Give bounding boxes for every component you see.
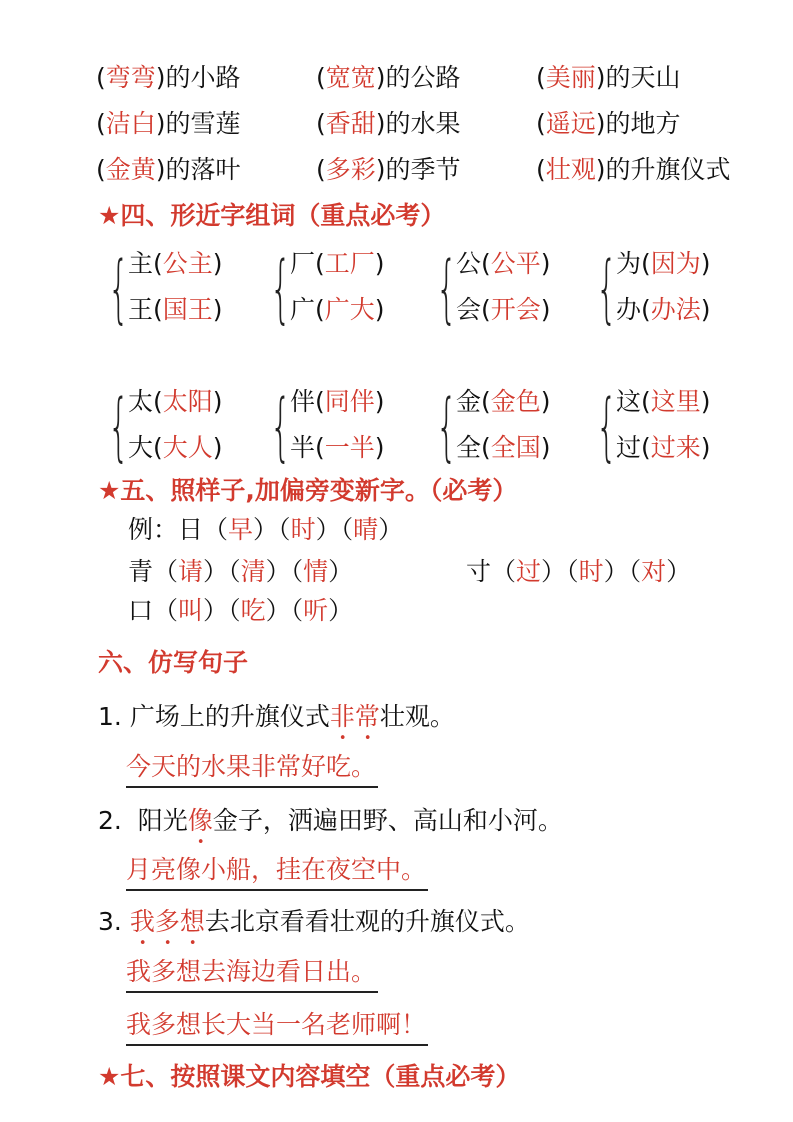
brace-icon: { bbox=[596, 246, 618, 332]
char-word-line: 公(公平) bbox=[456, 249, 551, 278]
base-char: 青 bbox=[128, 557, 154, 586]
base-char: 伴 bbox=[290, 387, 316, 416]
base-char: 太 bbox=[128, 387, 154, 416]
word-answer: 过来 bbox=[650, 433, 701, 462]
brace-icon: { bbox=[436, 246, 458, 332]
sentence-text: 阳光 bbox=[129, 806, 188, 835]
new-char: 过 bbox=[516, 557, 542, 586]
sentence-answer: 月亮像小船，挂在夜空中。 bbox=[126, 853, 428, 891]
base-char: 为 bbox=[616, 249, 642, 278]
similar-char-group bbox=[108, 246, 268, 338]
section7-title: ★七、按照课文内容填空（重点必考） bbox=[98, 1062, 521, 1091]
phrase-answer: 弯弯 bbox=[105, 63, 156, 92]
word-answer: 公主 bbox=[162, 249, 213, 278]
word-answer: 办法 bbox=[650, 295, 701, 324]
sentence-prompt bbox=[98, 804, 563, 850]
example-char: 时 bbox=[290, 515, 316, 544]
phrase-item: (美丽)的天山 bbox=[536, 63, 681, 92]
word-answer: 大人 bbox=[162, 433, 213, 462]
section6-title: 六、仿写句子 bbox=[98, 648, 249, 677]
phrase-item: (多彩)的季节 bbox=[316, 155, 461, 184]
emphasized-phrase: 我多想 bbox=[129, 907, 205, 936]
phrase-item: (金黄)的落叶 bbox=[96, 155, 241, 184]
section5-title: ★五、照样子,加偏旁变新字。（必考） bbox=[98, 476, 518, 505]
sentence-text: 壮观。 bbox=[379, 702, 455, 731]
brace-icon: { bbox=[270, 384, 292, 470]
char-word-line: 半(一半) bbox=[290, 433, 385, 462]
phrase-noun: 的雪莲 bbox=[165, 109, 241, 138]
phrase-answer: 香甜 bbox=[325, 109, 376, 138]
sentence-text: 广场上的升旗仪式 bbox=[129, 702, 330, 731]
char-word-line: 金(金色) bbox=[456, 387, 551, 416]
brace-icon: { bbox=[596, 384, 618, 470]
word-answer: 因为 bbox=[650, 249, 701, 278]
brace-icon: { bbox=[108, 246, 130, 332]
char-word-line: 王(国王) bbox=[128, 295, 223, 324]
phrase-noun: 的升旗仪式 bbox=[605, 155, 731, 184]
example-label: 例：日 bbox=[128, 515, 204, 544]
phrase-item: (洁白)的雪莲 bbox=[96, 109, 241, 138]
base-char: 寸 bbox=[466, 557, 492, 586]
char-word-line: 全(全国) bbox=[456, 433, 551, 462]
char-word-line: 为(因为) bbox=[616, 249, 711, 278]
radical-row: 青（请）（清）（情） bbox=[128, 557, 354, 586]
word-answer: 公平 bbox=[490, 249, 541, 278]
new-char: 清 bbox=[240, 557, 266, 586]
phrase-noun: 的天山 bbox=[605, 63, 681, 92]
word-answer: 这里 bbox=[650, 387, 701, 416]
example-row: 例：日（早）（时）（晴） bbox=[128, 515, 404, 544]
new-char: 叫 bbox=[178, 596, 204, 625]
similar-char-group bbox=[270, 384, 430, 476]
word-answer: 全国 bbox=[490, 433, 541, 462]
new-char: 时 bbox=[578, 557, 604, 586]
sentence-answer: 我多想长大当一名老师啊！ bbox=[126, 1008, 428, 1046]
phrase-item: (香甜)的水果 bbox=[316, 109, 461, 138]
phrase-answer: 金黄 bbox=[105, 155, 156, 184]
phrase-noun: 的季节 bbox=[385, 155, 461, 184]
char-word-line: 广(广大) bbox=[290, 295, 385, 324]
base-char: 办 bbox=[616, 295, 642, 324]
base-char: 这 bbox=[616, 387, 642, 416]
brace-icon: { bbox=[270, 246, 292, 332]
new-char: 请 bbox=[178, 557, 204, 586]
section4-title: ★四、形近字组词（重点必考） bbox=[98, 201, 446, 230]
new-char: 情 bbox=[303, 557, 329, 586]
phrase-answer: 遥远 bbox=[545, 109, 596, 138]
word-answer: 广大 bbox=[324, 295, 375, 324]
word-answer: 金色 bbox=[490, 387, 541, 416]
sentence-text: 金子，洒遍田野、高山和小河。 bbox=[212, 806, 563, 835]
phrase-noun: 的公路 bbox=[385, 63, 461, 92]
phrase-item: (宽宽)的公路 bbox=[316, 63, 461, 92]
similar-char-group bbox=[436, 246, 596, 338]
phrase-answer: 宽宽 bbox=[325, 63, 376, 92]
new-char: 吃 bbox=[240, 596, 266, 625]
item-number: 3. bbox=[98, 907, 122, 936]
phrase-item: (弯弯)的小路 bbox=[96, 63, 241, 92]
phrase-answer: 洁白 bbox=[105, 109, 156, 138]
char-word-line: 过(过来) bbox=[616, 433, 711, 462]
phrase-noun: 的落叶 bbox=[165, 155, 241, 184]
emphasized-phrase: 非常 bbox=[329, 702, 380, 731]
char-word-line: 伴(同伴) bbox=[290, 387, 385, 416]
phrase-noun: 的小路 bbox=[165, 63, 241, 92]
phrase-noun: 的地方 bbox=[605, 109, 681, 138]
char-word-line: 主(公主) bbox=[128, 249, 223, 278]
example-char: 晴 bbox=[353, 515, 379, 544]
char-word-line: 这(这里) bbox=[616, 387, 711, 416]
base-char: 厂 bbox=[290, 249, 316, 278]
base-char: 金 bbox=[456, 387, 482, 416]
word-answer: 一半 bbox=[324, 433, 375, 462]
phrase-answer: 多彩 bbox=[325, 155, 376, 184]
phrase-item: (壮观)的升旗仪式 bbox=[536, 155, 731, 184]
brace-icon: { bbox=[108, 384, 130, 470]
char-word-line: 大(大人) bbox=[128, 433, 223, 462]
sentence-prompt bbox=[98, 700, 455, 746]
phrase-noun: 的水果 bbox=[385, 109, 461, 138]
base-char: 王 bbox=[128, 295, 154, 324]
word-answer: 同伴 bbox=[324, 387, 375, 416]
emphasized-phrase: 像 bbox=[187, 806, 213, 835]
char-word-line: 太(太阳) bbox=[128, 387, 223, 416]
base-char: 半 bbox=[290, 433, 316, 462]
similar-char-group bbox=[108, 384, 268, 476]
new-char: 对 bbox=[641, 557, 667, 586]
base-char: 公 bbox=[456, 249, 482, 278]
base-char: 大 bbox=[128, 433, 154, 462]
phrase-item: (遥远)的地方 bbox=[536, 109, 681, 138]
radical-row: 口（叫）（吃）（听） bbox=[128, 596, 354, 625]
item-number: 2. bbox=[98, 806, 122, 835]
sentence-text: 去北京看看壮观的升旗仪式。 bbox=[204, 907, 530, 936]
char-word-line: 厂(工厂) bbox=[290, 249, 385, 278]
brace-icon: { bbox=[436, 384, 458, 470]
phrase-answer: 壮观 bbox=[545, 155, 596, 184]
word-answer: 开会 bbox=[490, 295, 541, 324]
similar-char-group bbox=[436, 384, 596, 476]
radical-row: 寸（过）（时）（对） bbox=[466, 557, 692, 586]
base-char: 全 bbox=[456, 433, 482, 462]
word-answer: 工厂 bbox=[324, 249, 375, 278]
char-word-line: 会(开会) bbox=[456, 295, 551, 324]
similar-char-group bbox=[270, 246, 430, 338]
item-number: 1. bbox=[98, 702, 122, 731]
word-answer: 太阳 bbox=[162, 387, 213, 416]
base-char: 过 bbox=[616, 433, 642, 462]
similar-char-group bbox=[596, 384, 756, 476]
word-answer: 国王 bbox=[162, 295, 213, 324]
base-char: 主 bbox=[128, 249, 154, 278]
sentence-answer: 今天的水果非常好吃。 bbox=[126, 750, 378, 788]
char-word-line: 办(办法) bbox=[616, 295, 711, 324]
new-char: 听 bbox=[303, 596, 329, 625]
example-char: 早 bbox=[228, 515, 254, 544]
base-char: 会 bbox=[456, 295, 482, 324]
similar-char-group bbox=[596, 246, 756, 338]
base-char: 广 bbox=[290, 295, 316, 324]
sentence-prompt bbox=[98, 905, 530, 951]
base-char: 口 bbox=[128, 596, 154, 625]
sentence-answer: 我多想去海边看日出。 bbox=[126, 955, 378, 993]
phrase-answer: 美丽 bbox=[545, 63, 596, 92]
